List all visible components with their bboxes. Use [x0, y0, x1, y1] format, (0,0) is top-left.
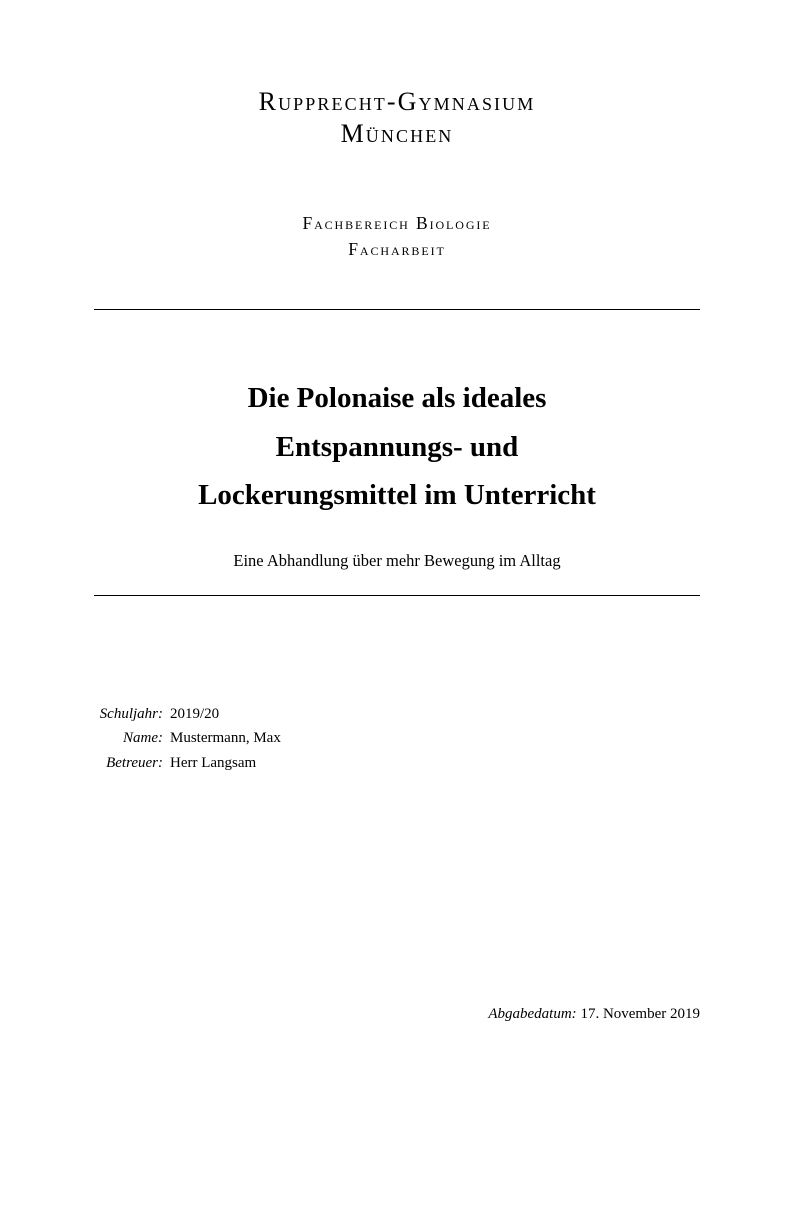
submission-date-label: Abgabedatum:	[488, 1006, 577, 1022]
metadata-value-name: Mustermann, Max	[170, 730, 281, 747]
title-line-3: Lockerungsmittel im Unterricht	[198, 479, 596, 512]
school-name-line-1: Rupprecht-Gymnasium	[258, 87, 536, 116]
metadata-label-supervisor: Betreuer:	[106, 755, 163, 772]
department-heading	[94, 211, 700, 262]
title-line-2: Entspannungs- und	[275, 430, 519, 463]
metadata-value-supervisor: Herr Langsam	[170, 755, 257, 772]
metadata-row-supervisor	[55, 751, 700, 776]
title-block	[94, 374, 700, 572]
school-name	[94, 86, 700, 149]
divider-top	[94, 309, 700, 310]
submission-date-value: 17. November 2019	[580, 1006, 700, 1022]
metadata-label-schoolyear: Schuljahr:	[99, 705, 163, 722]
subtitle: Eine Abhandlung über mehr Bewegung im Alltag	[233, 551, 561, 571]
school-heading	[94, 86, 700, 149]
title-page	[0, 86, 794, 1209]
school-name-line-2: München	[340, 118, 454, 148]
metadata-label-name: Name:	[123, 730, 163, 747]
metadata-row-name	[55, 726, 700, 751]
department-name: Fachbereich Biologie	[302, 213, 492, 234]
metadata-row-schoolyear	[55, 702, 700, 727]
divider-bottom	[94, 595, 700, 596]
metadata-list	[55, 702, 700, 776]
title-line-1: Die Polonaise als ideales	[247, 382, 547, 415]
document-type: Facharbeit	[348, 238, 446, 259]
submission-date	[488, 1006, 700, 1023]
metadata-value-schoolyear: 2019/20	[170, 705, 220, 722]
